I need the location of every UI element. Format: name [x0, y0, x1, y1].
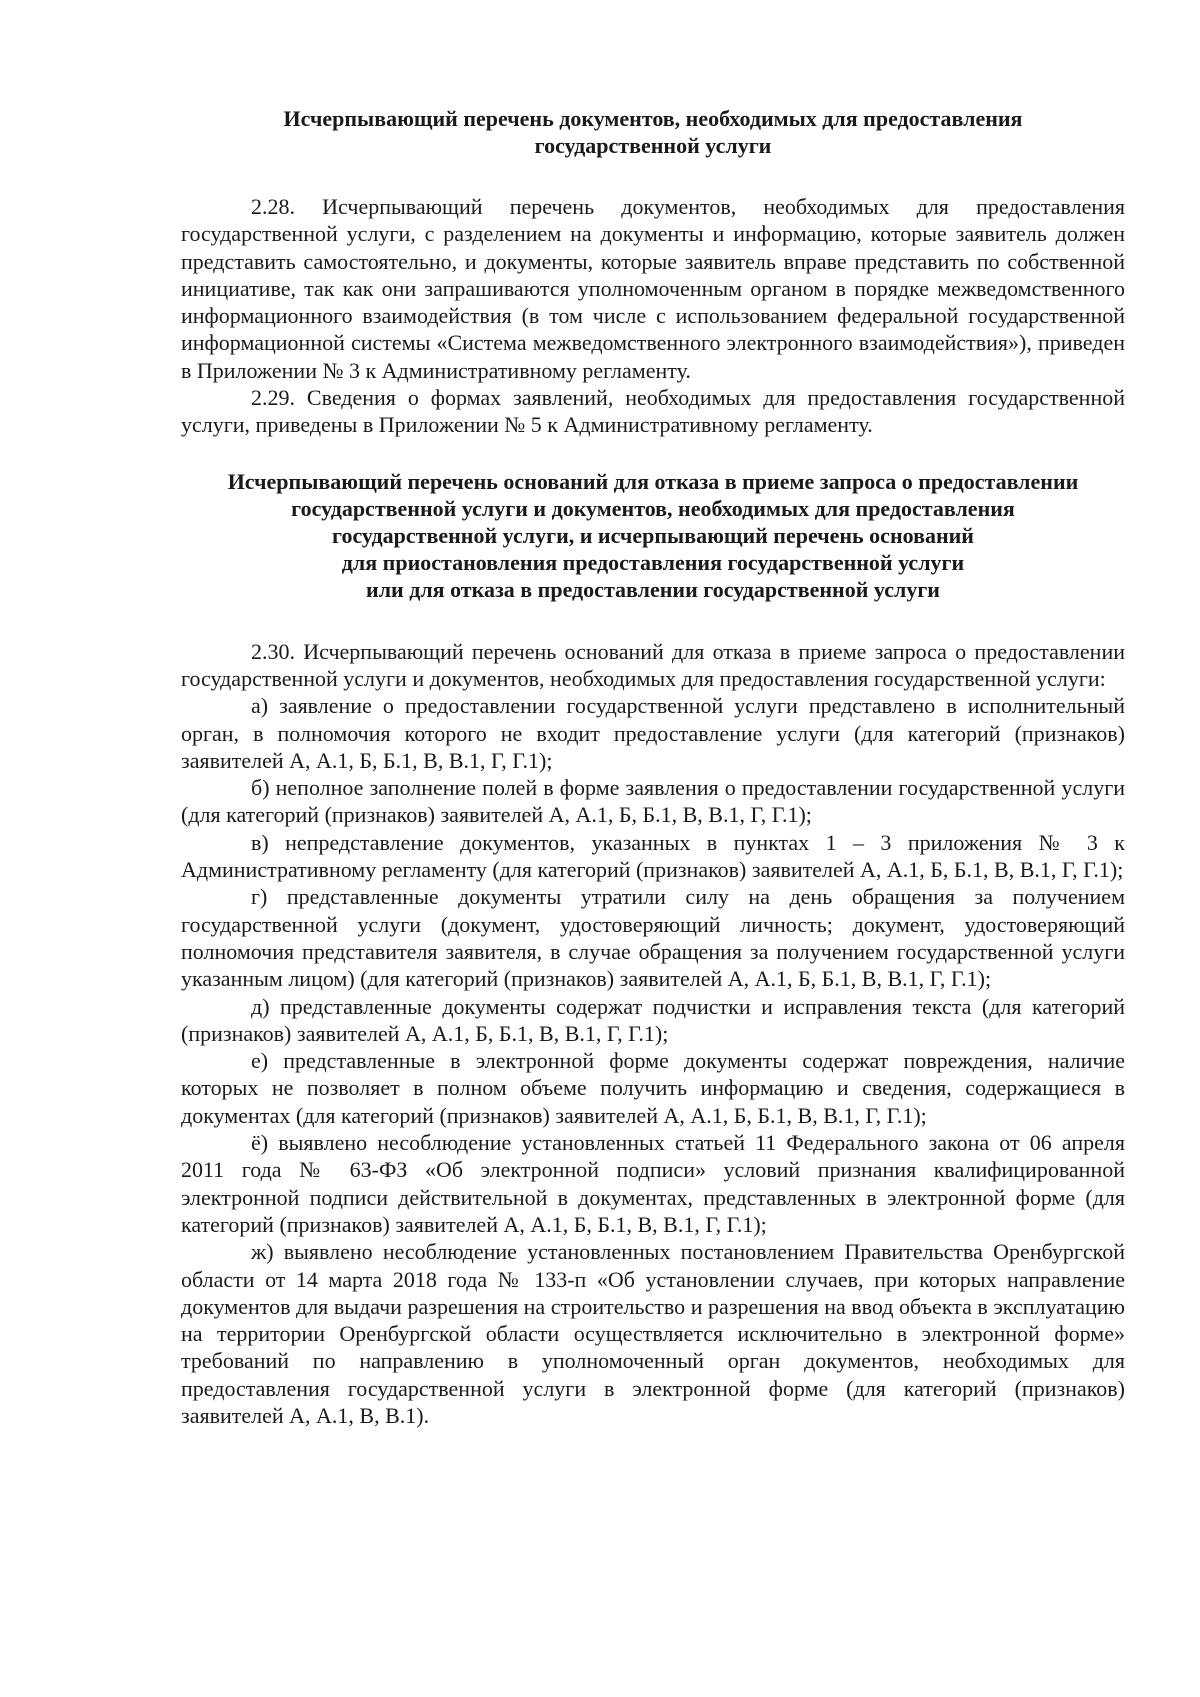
section-documents [181, 193, 1125, 439]
section-heading-documents [181, 105, 1125, 159]
paragraph-2-30: 2.30. Исчерпывающий перечень оснований для отказа в приеме запроса о предоставлении государственной услуги и документов, необходимых для предоставления государственной услуги: [181, 638, 1125, 691]
list-item-b: б) неполное заполнение полей в форме заявления о предоставлении государственной услуги (для категорий (признаков) заявителей А, А.1, Б, Б.1, В, В.1, Г, Г.1); [181, 775, 1125, 828]
heading-line: государственной услуги, и исчерпывающий перечень оснований [332, 522, 974, 548]
heading-line: или для отказа в предоставлении государственной услуги [366, 576, 940, 602]
paragraph-2-29: 2.29. Сведения о формах заявлений, необходимых для предоставления государственной услуги, приведены в Приложении № 5 к Административному регламенту. [181, 385, 1125, 438]
heading-line: Исчерпывающий перечень документов, необходимых для предоставления [283, 106, 1023, 131]
list-item-zh: ж) выявлено несоблюдение установленных постановлением Правительства Оренбургской области от 14 марта 2018 года № 133-п «Об установлении случаев, при которых направление документов для выдачи разрешения на строительство и разрешения на ввод объекта в эксплуатацию на территории Оренбургской области осуществляется исключительно в электронной форме» требований по направлению в уполномоченный орган документов, необходимых для предоставления государственной услуги в электронной форме (для категорий (признаков) заявителей А, А.1, В, В.1). [181, 1239, 1125, 1428]
list-item-yo: ё) выявлено несоблюдение установленных статьей 11 Федерального закона от 06 апреля 2011 года № 63-ФЗ «Об электронной подписи» условий признания квалифицированной электронной подписи действительной в документах, представленных в электронной форме (для категорий (признаков) заявителей А, А.1, Б, Б.1, В, В.1, Г, Г.1); [181, 1130, 1125, 1237]
list-item-a: а) заявление о предоставлении государственной услуги представлено в исполнительный орган, в полномочия которого не входит предоставление услуги (для категорий (признаков) заявителей А, А.1, Б, Б.1, В, В.1, Г, Г.1); [181, 693, 1125, 773]
document-body [181, 105, 1125, 1429]
list-item-d: д) представленные документы содержат подчистки и исправления текста (для категорий (признаков) заявителей А, А.1, Б, Б.1, В, В.1, Г, Г.1); [181, 993, 1125, 1046]
heading-line: государственной услуги и документов, необходимых для предоставления [291, 495, 1015, 521]
section-refusal-grounds [181, 638, 1125, 1430]
heading-line: государственной услуги [534, 133, 772, 158]
heading-line: для приостановления предоставления государственной услуги [341, 549, 965, 575]
list-item-v: в) непредставление документов, указанных в пунктах 1 – 3 приложения № 3 к Административному регламенту (для категорий (признаков) заявителей А, А.1, Б, Б.1, В, В.1, Г, Г.1); [181, 829, 1125, 883]
paragraph-2-28: 2.28. Исчерпывающий перечень документов, необходимых для предоставления государственной услуги, с разделением на документы и информацию, которые заявитель должен представить самостоятельно, и документы, которые заявитель вправе представить по собственной инициативе, так как они запрашиваются уполномоченным органом в порядке межведомственного информационного взаимодействия (в том числе с использованием федеральной государственной информационной системы «Система межведомственного электронного взаимодействия»), приведен в Приложении № 3 к Административному регламенту. [181, 194, 1125, 383]
heading-line: Исчерпывающий перечень оснований для отказа в приеме запроса о предоставлении [227, 468, 1079, 494]
list-item-g: г) представленные документы утратили силу на день обращения за получением государственной услуги (документ, удостоверяющий личность; документ, удостоверяющий полномочия представителя заявителя, в случае обращения за получением государственной услуги указанным лицом) (для категорий (признаков) заявителей А, А.1, Б, Б.1, В, В.1, Г, Г.1); [181, 884, 1125, 992]
list-item-e: е) представленные в электронной форме документы содержат повреждения, наличие которых не позволяет в полном объеме получить информацию и сведения, содержащиеся в документах (для категорий (признаков) заявителей А, А.1, Б, Б.1, В, В.1, Г, Г.1); [181, 1048, 1125, 1128]
section-heading-refusal-grounds [181, 468, 1125, 603]
